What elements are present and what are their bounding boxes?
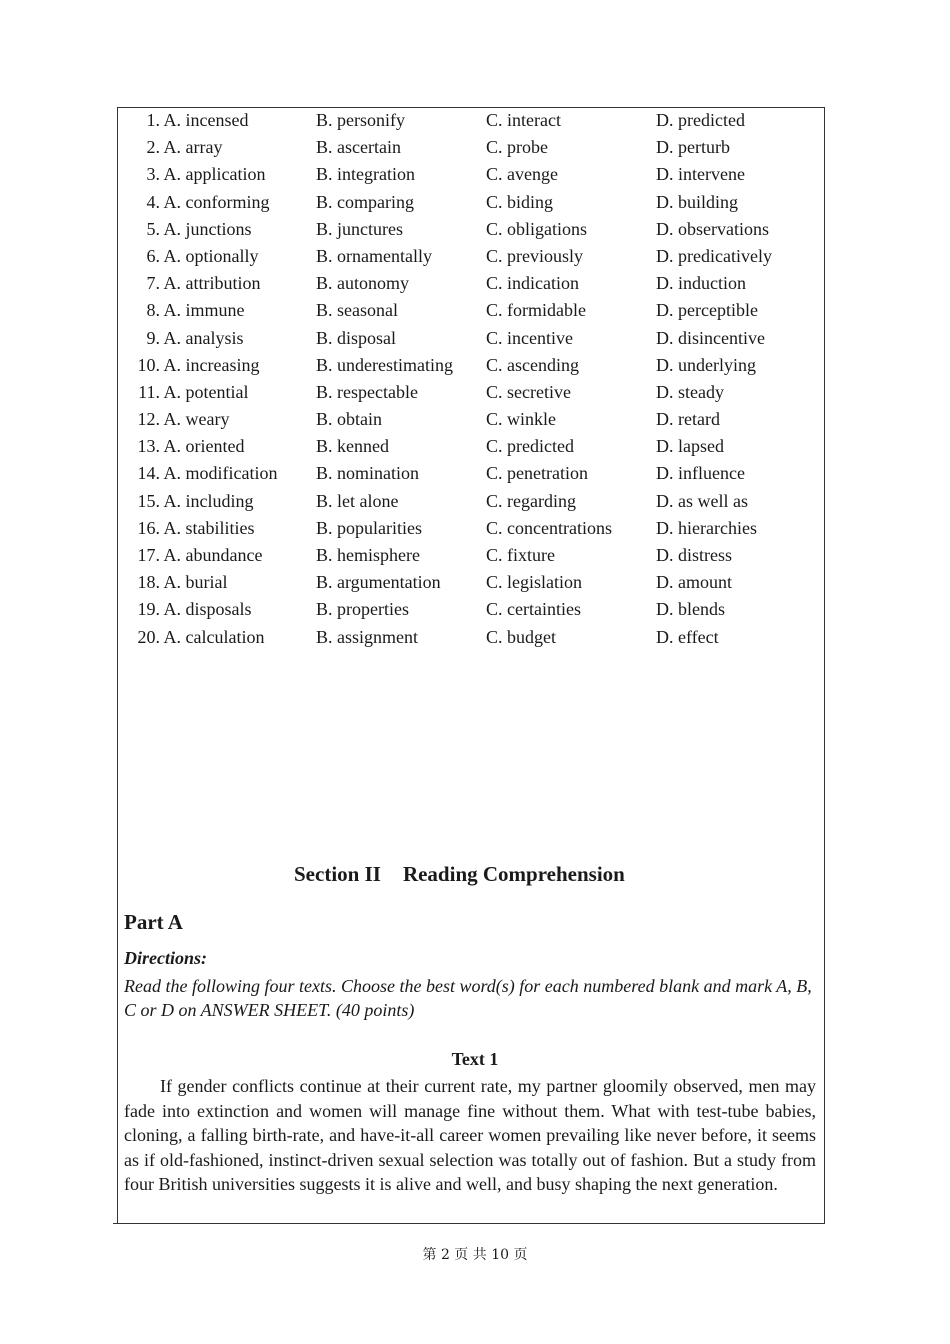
option-c: C. winkle <box>486 409 556 430</box>
passage: If gender conflicts continue at their current rate, my partner gloomily observed, men may fade into extinction and women will manage fine without them. What with test-tube babies, cloning, a falling birth-rate, and have-it-all career women prevailing like never before, it seems as if old-fashioned, instinct-driven sexual selection was totally out of fashion. But a study from four British universities suggests it is alive and well, and busy shaping the next generation. <box>124 1076 816 1195</box>
question-number: 7. <box>146 273 160 294</box>
option-c: C. certainties <box>486 599 581 620</box>
section-title <box>294 862 625 887</box>
option-c: C. fixture <box>486 545 555 565</box>
option-d: D. perturb <box>656 137 730 158</box>
question-number: 12. <box>137 409 160 430</box>
option-c: C. regarding <box>486 490 576 511</box>
option-a-text: A. analysis <box>163 327 244 348</box>
option-a <box>130 107 300 134</box>
option-row <box>130 216 820 243</box>
option-a-text: A. application <box>163 164 266 185</box>
option-d: D. perceptible <box>656 300 758 321</box>
options-table <box>130 107 820 651</box>
option-c: C. avenge <box>486 164 558 185</box>
option-c: C. interact <box>486 110 561 130</box>
option-a <box>130 352 300 379</box>
option-d: D. amount <box>656 572 732 593</box>
option-b: B. autonomy <box>316 273 409 294</box>
option-a-text: A. including <box>163 490 254 511</box>
option-b: B. popularities <box>316 517 422 538</box>
option-a <box>130 460 300 487</box>
option-a <box>130 433 300 460</box>
question-number: 20. <box>137 626 160 647</box>
option-a-text: A. array <box>163 137 223 158</box>
option-row <box>130 297 820 324</box>
option-c: C. biding <box>486 191 554 212</box>
option-a <box>130 379 300 406</box>
question-number: 17. <box>137 545 160 565</box>
question-number: 14. <box>137 463 160 484</box>
option-b: B. properties <box>316 599 409 620</box>
option-a <box>130 488 300 515</box>
option-b: B. obtain <box>316 409 382 430</box>
option-c: C. formidable <box>486 300 586 321</box>
option-d: D. as well as <box>656 490 748 511</box>
option-a <box>130 297 300 324</box>
frame-bottom-rule <box>113 1223 825 1224</box>
option-c: C. budget <box>486 626 556 647</box>
text-title: Text 1 <box>451 1049 499 1069</box>
option-a-text: A. increasing <box>163 354 260 375</box>
option-a <box>130 216 300 243</box>
option-d: D. intervene <box>656 164 745 185</box>
option-b: B. nomination <box>316 463 419 484</box>
option-a-text: A. immune <box>163 300 245 321</box>
question-number: 2. <box>146 137 160 158</box>
directions-text: Read the following four texts. Choose the best word(s) for each numbered blank and mark A, B, C or D on ANSWER SHEET. (40 points) <box>124 976 812 1020</box>
option-d: D. observations <box>656 218 769 239</box>
option-row <box>130 352 820 379</box>
option-d: D. distress <box>656 545 732 565</box>
option-d: D. lapsed <box>656 436 724 457</box>
option-row <box>130 325 820 352</box>
option-row <box>130 460 820 487</box>
option-c: C. indication <box>486 273 579 294</box>
option-row <box>130 107 820 134</box>
option-c: C. obligations <box>486 218 588 239</box>
option-d: D. steady <box>656 381 724 402</box>
option-row <box>130 189 820 216</box>
option-a <box>130 134 300 161</box>
option-a <box>130 325 300 352</box>
option-c: C. predicted <box>486 436 574 457</box>
part-title: Part A <box>124 910 183 934</box>
option-d: D. induction <box>656 273 746 294</box>
option-row <box>130 406 820 433</box>
option-a <box>130 406 300 433</box>
option-row <box>130 270 820 297</box>
option-row <box>130 161 820 188</box>
option-a-text: A. abundance <box>163 545 263 565</box>
option-b: B. junctures <box>316 218 403 239</box>
section-name: Reading Comprehension <box>402 862 625 886</box>
option-c: C. previously <box>486 245 583 266</box>
option-a-text: A. attribution <box>163 273 261 294</box>
option-row <box>130 569 820 596</box>
option-b: B. kenned <box>316 436 389 457</box>
option-b: B. comparing <box>316 191 414 212</box>
option-d: D. disincentive <box>656 327 765 348</box>
option-b: B. integration <box>316 164 415 185</box>
option-c: C. legislation <box>486 572 582 593</box>
question-number: 5. <box>146 218 160 239</box>
option-b: B. argumentation <box>316 572 441 593</box>
section-number: Section II <box>294 862 381 886</box>
option-b: B. hemisphere <box>316 545 420 565</box>
option-b: B. underestimating <box>316 354 453 375</box>
question-number: 19. <box>137 599 160 620</box>
question-number: 6. <box>146 245 160 266</box>
option-d: D. effect <box>656 626 719 647</box>
option-a <box>130 569 300 596</box>
question-number: 8. <box>146 300 160 321</box>
option-c: C. secretive <box>486 381 571 402</box>
option-a-text: A. oriented <box>163 436 245 457</box>
directions-label: Directions: <box>124 948 207 968</box>
option-a-text: A. junctions <box>163 218 252 239</box>
option-d: D. underlying <box>656 354 756 375</box>
option-row <box>130 488 820 515</box>
option-a <box>130 542 300 569</box>
option-d: D. building <box>656 191 739 212</box>
option-row <box>130 243 820 270</box>
option-c: C. incentive <box>486 327 573 348</box>
option-d: D. influence <box>656 463 745 484</box>
option-a <box>130 515 300 542</box>
option-c: C. concentrations <box>486 517 612 538</box>
option-d: D. blends <box>656 599 725 620</box>
question-number: 9. <box>146 327 160 348</box>
option-a-text: A. stabilities <box>163 517 255 538</box>
option-b: B. seasonal <box>316 300 398 321</box>
option-a-text: A. weary <box>163 409 230 430</box>
option-a-text: A. optionally <box>163 245 259 266</box>
option-row <box>130 433 820 460</box>
question-number: 10. <box>137 354 160 375</box>
option-c: C. probe <box>486 137 548 158</box>
option-d: D. retard <box>656 409 720 430</box>
option-b: B. let alone <box>316 490 399 511</box>
option-b: B. ornamentally <box>316 245 432 266</box>
option-b: B. ascertain <box>316 137 401 158</box>
option-c: C. ascending <box>486 354 579 375</box>
option-a <box>130 243 300 270</box>
option-a <box>130 161 300 188</box>
option-a-text: A. conforming <box>163 191 270 212</box>
option-row <box>130 379 820 406</box>
option-a-text: A. potential <box>163 381 249 402</box>
option-row <box>130 515 820 542</box>
option-d: D. hierarchies <box>656 517 757 538</box>
option-row <box>130 624 820 651</box>
option-b: B. respectable <box>316 381 418 402</box>
option-row <box>130 134 820 161</box>
option-a-text: A. modification <box>163 463 278 484</box>
question-number: 3. <box>146 164 160 185</box>
page-footer: 第 2 页 共 10 页 <box>422 1247 528 1263</box>
question-number: 11. <box>138 381 160 402</box>
question-number: 13. <box>137 436 160 457</box>
question-number: 4. <box>146 191 160 212</box>
option-a-text: A. burial <box>163 572 228 593</box>
question-number: 18. <box>137 572 160 593</box>
option-a-text: A. disposals <box>163 599 252 620</box>
option-a-text: A. incensed <box>163 110 249 130</box>
option-a <box>130 596 300 623</box>
option-d: D. predicatively <box>656 245 772 266</box>
option-a <box>130 270 300 297</box>
question-number: 1. <box>146 110 160 130</box>
option-a-text: A. calculation <box>163 626 265 647</box>
option-a <box>130 624 300 651</box>
option-b: B. personify <box>316 110 405 130</box>
option-b: B. assignment <box>316 626 418 647</box>
option-row <box>130 596 820 623</box>
option-row <box>130 542 820 569</box>
option-c: C. penetration <box>486 463 588 484</box>
option-b: B. disposal <box>316 327 397 348</box>
question-number: 15. <box>137 490 160 511</box>
question-number: 16. <box>137 517 160 538</box>
option-d: D. predicted <box>656 110 745 130</box>
option-a <box>130 189 300 216</box>
